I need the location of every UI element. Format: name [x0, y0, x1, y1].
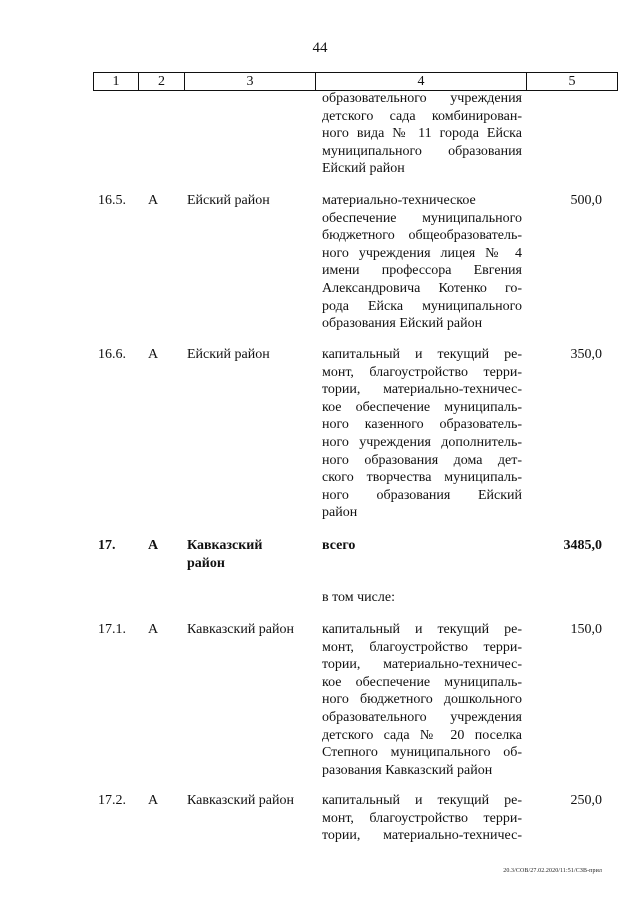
row-value: 500,0: [570, 193, 602, 208]
row-number: 17.: [98, 538, 116, 553]
description-line: Степного муниципального об-: [322, 745, 522, 761]
column-header-4: 4: [316, 73, 527, 91]
row-description: [322, 792, 522, 845]
description-line: тории, материально-техничес-: [322, 657, 522, 673]
description-line: капитальный и текущий ре-: [322, 793, 522, 808]
row-type: А: [148, 538, 159, 553]
description-line: кое обеспечение муниципаль-: [322, 399, 522, 415]
row-type: А: [148, 347, 159, 362]
description-line: в том числе:: [322, 590, 395, 605]
column-header-1: 1: [94, 73, 139, 91]
description-line: ного учреждения лицея № 4: [322, 245, 522, 261]
description-line: муниципального образования: [322, 143, 522, 159]
row-area: Ейский район: [187, 347, 270, 362]
row-area: [187, 537, 312, 572]
description-line: тории, материально-техничес-: [322, 382, 522, 398]
footer-code: 20.3/СОВ/27.02.2020/11:51/СЗВ-прил: [503, 868, 602, 874]
row-type: А: [148, 622, 159, 637]
row-value: 250,0: [570, 793, 602, 808]
page-number: 44: [312, 40, 328, 56]
description-line: кое обеспечение муниципаль-: [322, 674, 522, 690]
description-line: детского сада комбинирован-: [322, 108, 522, 124]
area-line: Кавказский: [187, 538, 263, 553]
description-line: всего: [322, 538, 356, 553]
description-line: разования Кавказский район: [322, 762, 493, 778]
row-area: Кавказский район: [187, 793, 295, 808]
description-line: образовательного учреждения: [322, 709, 522, 725]
row-description: [322, 537, 522, 555]
description-line: монт, благоустройство терри-: [322, 810, 522, 826]
area-line: район: [187, 555, 225, 571]
description-line: Ейский район: [322, 161, 405, 177]
description-line: рода Ейска муниципального: [322, 298, 522, 314]
description-line: ного учреждения дополнитель-: [322, 434, 522, 450]
row-description: [322, 621, 522, 779]
column-header-3: 3: [185, 73, 316, 91]
row-type: А: [148, 193, 159, 208]
row-number: 16.6.: [98, 347, 126, 362]
description-line: монт, благоустройство терри-: [322, 639, 522, 655]
description-line: образовательного учреждения: [322, 91, 522, 106]
description-line: ного бюджетного дошкольного: [322, 692, 522, 708]
description-line: тории, материально-техничес-: [322, 828, 522, 844]
column-header-2: 2: [139, 73, 185, 91]
description-line: детского сада № 20 поселка: [322, 727, 522, 743]
row-description: [322, 346, 522, 522]
description-line: ского творчества муниципаль-: [322, 470, 522, 486]
description-line: материально-техническое: [322, 193, 476, 208]
row-value: 3485,0: [563, 538, 602, 553]
row-value: 350,0: [570, 347, 602, 362]
row-area: Ейский район: [187, 193, 270, 208]
row-number: 16.5.: [98, 193, 126, 208]
description-line: ного вида № 11 города Ейска: [322, 126, 522, 142]
row-number: 17.1.: [98, 622, 126, 637]
description-line: Александровича Котенко го-: [322, 280, 522, 296]
description-line: ного казенного образователь-: [322, 417, 522, 433]
description-line: обеспечение муниципального: [322, 210, 522, 226]
row-description: [322, 90, 522, 178]
description-line: ного образования Ейский: [322, 487, 522, 503]
description-line: район: [322, 505, 358, 521]
description-line: бюджетного общеобразователь-: [322, 228, 522, 244]
description-line: образования Ейский район: [322, 316, 483, 332]
description-line: капитальный и текущий ре-: [322, 622, 522, 637]
description-line: ного образования дома дет-: [322, 452, 522, 468]
column-header-table: [93, 72, 618, 91]
row-area: Кавказский район: [187, 622, 295, 637]
description-line: имени профессора Евгения: [322, 263, 522, 279]
description-line: монт, благоустройство терри-: [322, 364, 522, 380]
column-header-5: 5: [527, 73, 618, 91]
row-type: А: [148, 793, 159, 808]
description-line: капитальный и текущий ре-: [322, 347, 522, 362]
row-description: [322, 192, 522, 333]
row-number: 17.2.: [98, 793, 126, 808]
row-value: 150,0: [570, 622, 602, 637]
row-description: [322, 589, 522, 607]
